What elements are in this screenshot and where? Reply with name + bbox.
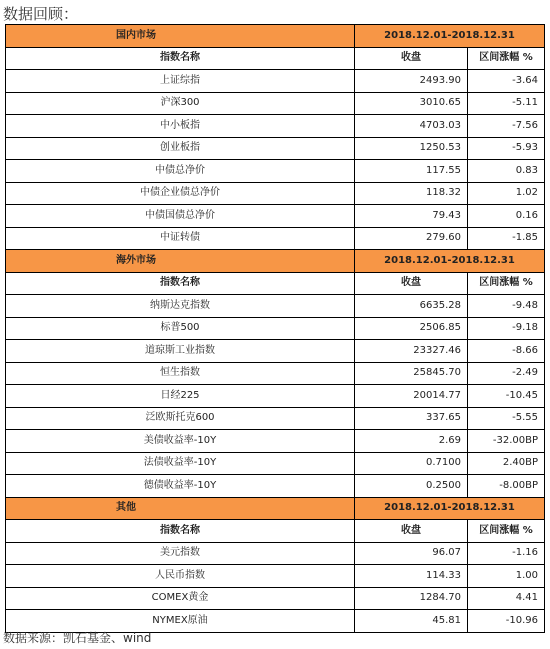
column-header-row (6, 272, 545, 295)
table-body (6, 25, 545, 633)
index-name-cell: 上证综指 (6, 70, 355, 93)
table-row (6, 587, 545, 610)
index-name-cell: 中小板指 (6, 115, 355, 138)
change-value-cell: -5.11 (468, 92, 545, 115)
change-value-cell: -5.93 (468, 137, 545, 160)
close-value-cell: 3010.65 (355, 92, 468, 115)
section-title: 海外市场 (6, 250, 355, 273)
section-header-row (6, 497, 545, 520)
page-heading: 数据回顾： (3, 5, 79, 23)
change-value-cell: -5.55 (468, 407, 545, 430)
table-row (6, 317, 545, 340)
index-name-cell: 沪深300 (6, 92, 355, 115)
column-header-close: 收盘 (355, 272, 468, 295)
change-value-cell: -7.56 (468, 115, 545, 138)
change-value-cell: -1.85 (468, 227, 545, 250)
column-header-change: 区间涨幅 % (468, 272, 545, 295)
change-value-cell: -10.96 (468, 610, 545, 633)
table-row (6, 295, 545, 318)
close-value-cell: 2493.90 (355, 70, 468, 93)
column-header-name: 指数名称 (6, 47, 355, 70)
index-name-cell: 德债收益率-10Y (6, 475, 355, 498)
close-value-cell: 2506.85 (355, 317, 468, 340)
section-title: 其他 (6, 497, 355, 520)
index-name-cell: COMEX黄金 (6, 587, 355, 610)
index-name-cell: 中债国债总净价 (6, 205, 355, 228)
section-period: 2018.12.01-2018.12.31 (355, 250, 545, 273)
table-row (6, 227, 545, 250)
change-value-cell: -1.16 (468, 542, 545, 565)
column-header-close: 收盘 (355, 47, 468, 70)
index-name-cell: 人民币指数 (6, 565, 355, 588)
section-period: 2018.12.01-2018.12.31 (355, 25, 545, 48)
change-value-cell: -2.49 (468, 362, 545, 385)
close-value-cell: 0.7100 (355, 452, 468, 475)
change-value-cell: -3.64 (468, 70, 545, 93)
column-header-change: 区间涨幅 % (468, 47, 545, 70)
index-name-cell: 日经225 (6, 385, 355, 408)
index-name-cell: 中证转债 (6, 227, 355, 250)
index-name-cell: 法债收益率-10Y (6, 452, 355, 475)
close-value-cell: 114.33 (355, 565, 468, 588)
close-value-cell: 118.32 (355, 182, 468, 205)
change-value-cell: -9.18 (468, 317, 545, 340)
change-value-cell: 1.02 (468, 182, 545, 205)
close-value-cell: 0.2500 (355, 475, 468, 498)
index-name-cell: 泛欧斯托克600 (6, 407, 355, 430)
table-row (6, 160, 545, 183)
market-review-table (5, 24, 545, 633)
change-value-cell: -10.45 (468, 385, 545, 408)
change-value-cell: -8.66 (468, 340, 545, 363)
index-name-cell: 纳斯达克指数 (6, 295, 355, 318)
data-source-note: 数据来源：凯石基金、wind (3, 631, 152, 645)
change-value-cell: -9.48 (468, 295, 545, 318)
section-header-row (6, 25, 545, 48)
table-row (6, 385, 545, 408)
section-title: 国内市场 (6, 25, 355, 48)
close-value-cell: 337.65 (355, 407, 468, 430)
change-value-cell: 0.83 (468, 160, 545, 183)
change-value-cell: -32.00BP (468, 430, 545, 453)
close-value-cell: 96.07 (355, 542, 468, 565)
change-value-cell: -8.00BP (468, 475, 545, 498)
change-value-cell: 1.00 (468, 565, 545, 588)
table-row (6, 407, 545, 430)
index-name-cell: 美债收益率-10Y (6, 430, 355, 453)
table-row (6, 92, 545, 115)
index-name-cell: 恒生指数 (6, 362, 355, 385)
table-row (6, 362, 545, 385)
index-name-cell: 美元指数 (6, 542, 355, 565)
close-value-cell: 45.81 (355, 610, 468, 633)
column-header-name: 指数名称 (6, 520, 355, 543)
index-name-cell: 标普500 (6, 317, 355, 340)
close-value-cell: 79.43 (355, 205, 468, 228)
change-value-cell: 4.41 (468, 587, 545, 610)
close-value-cell: 1250.53 (355, 137, 468, 160)
table-row (6, 205, 545, 228)
close-value-cell: 117.55 (355, 160, 468, 183)
change-value-cell: 0.16 (468, 205, 545, 228)
close-value-cell: 6635.28 (355, 295, 468, 318)
index-name-cell: NYMEX原油 (6, 610, 355, 633)
table-row (6, 340, 545, 363)
column-header-row (6, 520, 545, 543)
column-header-name: 指数名称 (6, 272, 355, 295)
index-name-cell: 道琼斯工业指数 (6, 340, 355, 363)
index-name-cell: 中债企业债总净价 (6, 182, 355, 205)
column-header-change: 区间涨幅 % (468, 520, 545, 543)
section-period: 2018.12.01-2018.12.31 (355, 497, 545, 520)
table-row (6, 565, 545, 588)
table-row (6, 70, 545, 93)
table-row (6, 475, 545, 498)
section-header-row (6, 250, 545, 273)
table-row (6, 137, 545, 160)
table-row (6, 430, 545, 453)
index-name-cell: 创业板指 (6, 137, 355, 160)
close-value-cell: 1284.70 (355, 587, 468, 610)
close-value-cell: 25845.70 (355, 362, 468, 385)
column-header-close: 收盘 (355, 520, 468, 543)
change-value-cell: 2.40BP (468, 452, 545, 475)
close-value-cell: 23327.46 (355, 340, 468, 363)
close-value-cell: 2.69 (355, 430, 468, 453)
close-value-cell: 279.60 (355, 227, 468, 250)
table-row (6, 115, 545, 138)
index-name-cell: 中债总净价 (6, 160, 355, 183)
table-row (6, 542, 545, 565)
column-header-row (6, 47, 545, 70)
table-row (6, 452, 545, 475)
close-value-cell: 20014.77 (355, 385, 468, 408)
close-value-cell: 4703.03 (355, 115, 468, 138)
table-row (6, 182, 545, 205)
